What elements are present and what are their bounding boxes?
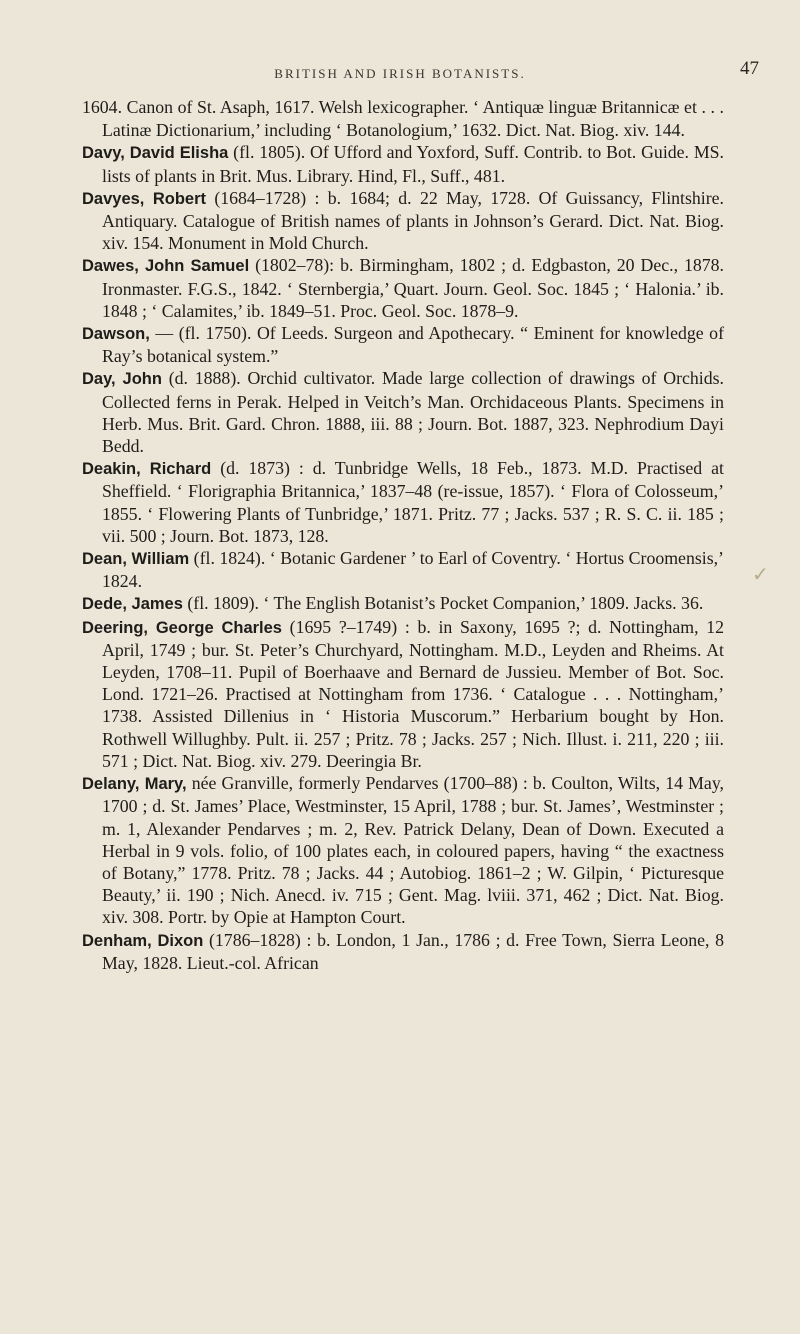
entry-text: (d. 1873) : d. Tunbridge Wells, 18 Feb., 1873. M.D. Practised at Sheffield. ‘ Florigraphia Britannica,’ 1837–48 (re-issue, 1857). ‘ Flora of Colosseum,’ 1855. ‘ Flowering Plants of Tunbridge,’ 1871. Pritz. 77 ; Jacks. 537 ; R. S. C. ii. 185 ; vii. 500 ; Journ. Bot. 1873, 128. <box>102 458 724 546</box>
entry-day <box>82 367 724 457</box>
entry-name: Davy, David Elisha <box>82 144 229 163</box>
entry-text: (fl. 1824). ‘ Botanic Gardener ’ to Earl of Coventry. ‘ Hortus Croomensis,’ 1824. <box>102 548 724 592</box>
entry-continued <box>82 96 724 141</box>
entry-deering <box>82 616 724 772</box>
entry-text: (fl. 1805). Of Ufford and Yoxford, Suff. Contrib. to Bot. Guide. MS. lists of plants in Brit. Mus. Library. Hind, Fl., Suff., 481. <box>102 142 724 186</box>
entry-text: 1604. Canon of St. Asaph, 1617. Welsh lexicographer. ‘ Antiquæ linguæ Britannicæ et . . . Latinæ Dictionarium,’ including ‘ Botanologium,’ 1632. Dict. Nat. Biog. xiv. 144. <box>82 97 724 141</box>
entry-text: (1684–1728) : b. 1684; d. 22 May, 1728. Of Guissancy, Flintshire. Antiquary. Catalogue of British names of plants in Johnson’s Gerard. Dict. Nat. Biog. xiv. 154. Monument in Mold Church. <box>102 187 724 254</box>
entry-delany <box>82 772 724 928</box>
entry-dean <box>82 547 724 592</box>
entry-text: (1802–78): b. Birmingham, 1802 ; d. Edgbaston, 20 Dec., 1878. Ironmaster. F.G.S., 1842. ‘ Sternbergia,’ Quart. Journ. Geol. Soc. 1845 ; ‘ Halonia.’ ib. 1848 ; ‘ Calamites,’ ib. 1849–51. Proc. Geol. Soc. 1878–9. <box>102 255 725 321</box>
entry-list <box>82 96 724 974</box>
running-head: BRITISH AND IRISH BOTANISTS. <box>274 66 526 81</box>
entry-denham <box>82 929 724 974</box>
entry-name: Davyes, Robert <box>82 189 207 208</box>
entry-name: Deakin, Richard <box>82 460 212 479</box>
entry-name: Dawes, John Samuel <box>82 257 250 276</box>
entry-name: Dede, James <box>82 595 183 614</box>
entry-dawes <box>82 254 724 322</box>
entry-name: Dawson, <box>82 325 150 344</box>
entry-davyes <box>82 187 724 255</box>
entry-name: Day, John <box>82 370 162 389</box>
margin-tick-mark: ✓ <box>752 564 769 586</box>
entry-dawson <box>82 322 724 367</box>
page-number: 47 <box>740 58 759 79</box>
entry-text: née Granville, formerly Pendarves (1700–88) : b. Coulton, Wilts, 14 May, 1700 ; d. St. James’ Place, Westminster, 15 April, 1788 ; bur. St. James’, Westminster ; m. 1, Alexander Pendarves ; m. 2, Rev. Patrick Delany, Dean of Down. Executed a Herbal in 9 vols. folio, of 100 plates each, in coloured papers, having “ the exactness of Botany,” 1778. Pritz. 78 ; Jacks. 44 ; Autobiog. 1861–2 ; W. Gilpin, ‘ Picturesque Beauty,’ ii. 190 ; Nich. Anecd. iv. 715 ; Gent. Mag. lviii. 371, 462 ; Dict. Nat. Biog. xiv. 308. Portr. by Opie at Hampton Court. <box>102 773 724 928</box>
entry-name: Dean, William <box>82 550 190 569</box>
entry-text: (d. 1888). Orchid cultivator. Made large collection of drawings of Orchids. Collected ferns in Perak. Helped in Veitch’s Man. Orchidaceous Plants. Specimens in Herb. Mus. Brit. Gard. Chron. 1888, iii. 88 ; Journ. Bot. 1887, 323. Nephrodium Dayi Bedd. <box>102 368 724 457</box>
entry-davy <box>82 141 724 186</box>
entry-name: Delany, Mary, <box>82 775 187 794</box>
entry-dede <box>82 592 724 615</box>
entry-text: (fl. 1809). ‘ The English Botanist’s Pocket Companion,’ 1809. Jacks. 36. <box>182 593 704 614</box>
entry-deakin <box>82 457 724 547</box>
entry-text: — (fl. 1750). Of Leeds. Surgeon and Apothecary. “ Eminent for knowledge of Ray’s botanical system.” <box>102 323 724 367</box>
entry-text: (1786–1828) : b. London, 1 Jan., 1786 ; d. Free Town, Sierra Leone, 8 May, 1828. Lieut.-col. African <box>102 929 724 973</box>
entry-name: Denham, Dixon <box>82 931 204 950</box>
entry-name: Deering, George Charles <box>82 618 282 637</box>
entry-text: (1695 ?–1749) : b. in Saxony, 1695 ?; d. Nottingham, 12 April, 1749 ; bur. St. Peter’s Churchyard, Nottingham. M.D., Leyden and Rheims. At Leyden, 1708–11. Pupil of Boerhaave and Bernard de Jussieu. Member of Bot. Soc. Lond. 1721–26. Practised at Nottingham from 1736. ‘ Catalogue . . . Nottingham,’ 1738. Assisted Dillenius in ‘ Historia Muscorum.” Herbarium bought by Hon. Rothwell Willughby. Pult. ii. 257 ; Pritz. 78 ; Jacks. 257 ; Nich. Illust. i. 211, 220 ; iii. 571 ; Dict. Nat. Biog. xiv. 279. Deeringia Br. <box>102 616 725 771</box>
